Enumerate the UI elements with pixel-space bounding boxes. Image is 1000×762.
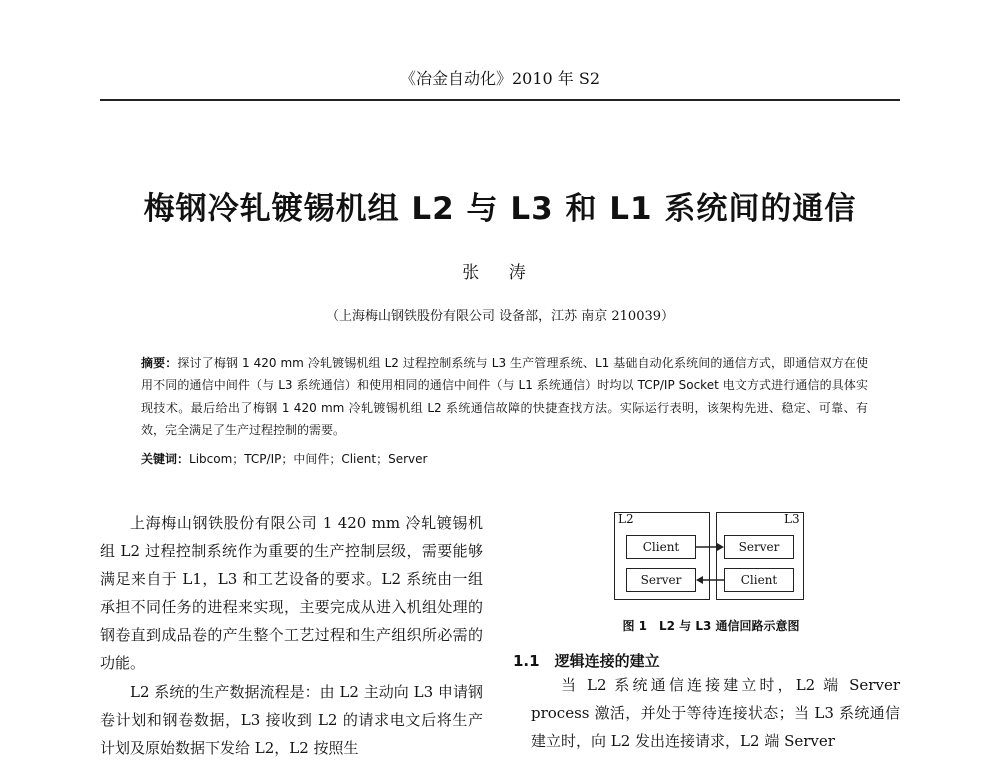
left-column [100, 509, 483, 762]
section-heading: 1.1 逻辑连接的建立 [513, 652, 660, 670]
keywords [141, 450, 868, 467]
abstract [141, 352, 868, 442]
keywords-text: Libcom；TCP/IP；中间件；Client；Server [189, 452, 428, 466]
abstract-label: 摘要： [141, 356, 178, 370]
l2-server-node: Server [626, 568, 696, 592]
l3-server-node: Server [724, 535, 794, 559]
header-rule [100, 99, 900, 101]
arrow-left-icon [696, 576, 703, 584]
paper-affiliation: （上海梅山钢铁股份有限公司 设备部，江苏 南京 210039） [325, 309, 675, 324]
abstract-text: 探讨了梅钢 1 420 mm 冷轧镀锡机组 L2 过程控制系统与 L3 生产管理系统、L1 基础自动化系统间的通信方式，即通信双方在使用不同的通信中间件（与 L3 系统通信）和使用相同的通信中间件（与 L1 系统通信）时均以 TCP/IP Socket 电文方式进行通信的具体实现技术。最后给出了梅钢 1 420 mm 冷轧镀锡机组 L2 系统通信故障的快捷查找方法。实际运行表明，该架构先进、稳定、可靠、有效，完全满足了生产过程控制的需要。 [141, 356, 868, 438]
l3-client-node: Client [724, 568, 794, 592]
l2-client-node: Client [626, 535, 696, 559]
body-paragraph-2: L2 系统的生产数据流程是：由 L2 主动向 L3 申请钢卷计划和钢卷数据，L3 接收到 L2 的请求电文后将生产计划及原始数据下发给 L2，L2 按照生 [100, 682, 483, 757]
keywords-label: 关键词： [141, 452, 190, 466]
l3-box-label: L3 [784, 512, 800, 526]
body-paragraph-1: 上海梅山钢铁股份有限公司 1 420 mm 冷轧镀锡机组 L2 过程控制系统作为重要的生产控制层级，需要能够满足来自于 L1，L3 和工艺设备的要求。L2 系统由一组承担不同任务的进程来实现，主要完成从进入机组处理的钢卷直到成品卷的产生整个工艺过程和生产组织所必需的功能。 [100, 514, 483, 673]
arrow-right-icon [717, 543, 724, 551]
right-paragraph: 当 L2 系统通信连接建立时，L2 端 Server process 激活，并处于等待连接状态；当 L3 系统通信建立时，向 L2 发出连接请求，L2 端 Server [531, 676, 900, 751]
figure-caption: 图 1 L2 与 L3 通信回路示意图 [622, 619, 800, 633]
right-column [531, 671, 900, 755]
connection-arrows [690, 535, 730, 595]
journal-header: 《冶金自动化》2010 年 S2 [399, 69, 601, 88]
paper-author: 张 涛 [462, 263, 538, 283]
l2-box-label: L2 [618, 512, 634, 526]
paper-title: 梅钢冷轧镀锡机组 L2 与 L3 和 L1 系统间的通信 [143, 191, 857, 227]
